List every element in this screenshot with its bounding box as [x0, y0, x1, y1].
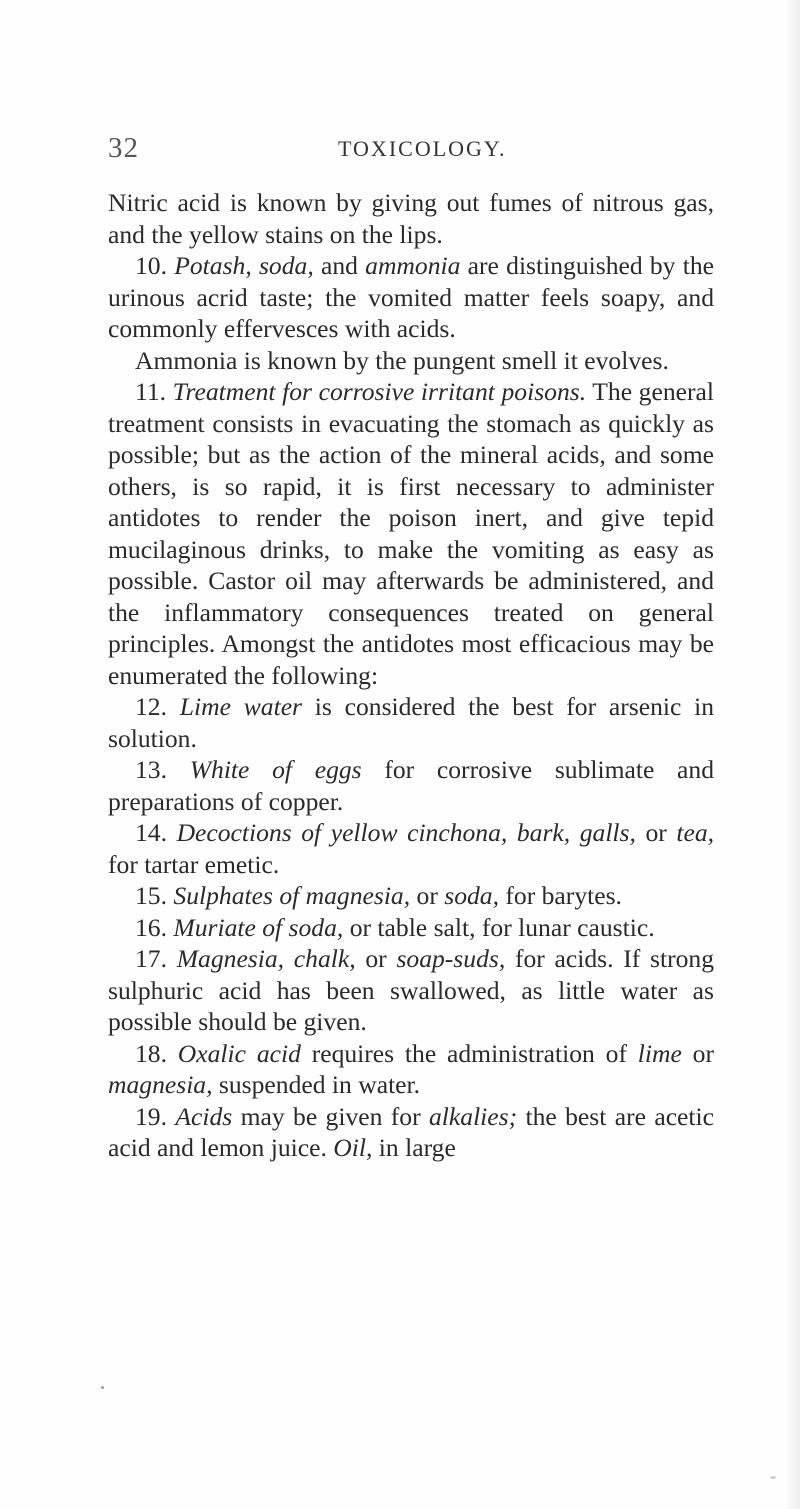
text-run: 14.	[135, 818, 177, 847]
italic-term: Lime water	[179, 692, 303, 721]
paragraph	[108, 943, 714, 1038]
text-run: is considered the best for arsenic in solution.	[108, 692, 715, 753]
text-run: 10.	[135, 251, 175, 280]
body-text	[108, 187, 714, 1164]
text-run: for corrosive sublimate and preparations of copper.	[108, 755, 714, 816]
paragraph	[108, 880, 714, 912]
text-run: for tartar emetic.	[108, 849, 280, 879]
paragraph	[108, 1101, 714, 1164]
text-run: 12.	[135, 692, 180, 721]
italic-term: Acids	[175, 1101, 233, 1131]
text-run: requires the administration of	[300, 1038, 638, 1068]
paragraph	[108, 250, 714, 345]
italic-term: Treatment for corrosive irritant poisons.	[172, 377, 587, 406]
text-run: Nitric acid is known by giving out fumes of nitrous gas, and the yellow stains on the lips.	[108, 188, 714, 249]
text-run: 16.	[135, 912, 174, 942]
italic-term: Oxalic acid	[177, 1038, 301, 1068]
paragraph	[108, 691, 714, 754]
italic-term: Oil,	[333, 1133, 373, 1162]
text-run: Ammonia is known by the pungent smell it evolves.	[135, 345, 669, 375]
paragraph	[108, 754, 714, 817]
italic-term: magnesia,	[108, 1070, 213, 1099]
text-run: 11.	[135, 377, 173, 406]
text-run: 15.	[135, 881, 174, 910]
text-run: 18.	[135, 1038, 178, 1068]
text-run: or	[355, 944, 397, 973]
italic-term: lime	[637, 1038, 682, 1068]
text-run: 17.	[135, 944, 177, 973]
italic-term: soda,	[444, 881, 499, 910]
text-run: or	[681, 1038, 714, 1068]
text-run: 13.	[135, 755, 190, 784]
italic-term: alkalies;	[429, 1101, 518, 1131]
italic-term: White of eggs	[189, 755, 362, 784]
page-edge-shadow	[786, 0, 800, 1509]
paragraph	[108, 345, 714, 377]
italic-term: Sulphates of magnesia,	[173, 881, 411, 910]
italic-term: Decoctions of yellow cinchona, bark, galls,	[176, 818, 636, 847]
text-run: for acids. If strong sulphuric acid has been swallowed, as little water as possible should be given.	[108, 944, 715, 1036]
print-speck	[101, 1386, 104, 1389]
italic-term: Potash, soda,	[174, 251, 314, 280]
text-run: are distinguished by the urinous acrid taste; the vomited matter feels soapy, and commonly effervesces with acids.	[108, 251, 714, 343]
text-run: for barytes.	[499, 881, 622, 910]
print-speck	[770, 1476, 776, 1479]
text-run: The general treatment consists in evacuating the stomach as quickly as possible; but as the action of the mineral acids, and some others, is so rapid, it is first necessary to administer antidotes to render the poison inert, and give tepid mucilaginous drinks, to make the vomiting as easy as possible. Castor oil may afterwards be administered, and the inflammatory consequences treated on general principles. Amongst the antidotes most efficacious may be enumerated the following:	[108, 377, 714, 690]
italic-term: Magnesia, chalk,	[176, 944, 356, 973]
italic-term: Muriate of soda,	[173, 912, 344, 942]
paragraph	[108, 187, 714, 250]
text-run: in large	[372, 1133, 456, 1162]
italic-term: tea,	[676, 818, 715, 847]
text-run: suspended in water.	[212, 1070, 421, 1099]
italic-term: ammonia	[365, 251, 461, 280]
text-run: and	[313, 251, 366, 280]
text-run: or table salt, for lunar caustic.	[343, 912, 655, 942]
text-run: may be given for	[232, 1101, 429, 1131]
text-run: the best are acetic acid and lemon juice.	[108, 1101, 715, 1162]
italic-term: soap-suds,	[396, 944, 506, 973]
paragraph	[108, 376, 714, 691]
text-run: or	[410, 881, 445, 910]
text-run: 19.	[135, 1101, 176, 1131]
paragraph	[108, 912, 714, 944]
running-title: TOXICOLOGY.	[338, 136, 507, 161]
running-head	[108, 132, 714, 168]
paragraph	[108, 1038, 714, 1101]
page-number: 32	[108, 132, 139, 164]
paragraph	[108, 817, 714, 880]
text-run: or	[635, 818, 677, 847]
